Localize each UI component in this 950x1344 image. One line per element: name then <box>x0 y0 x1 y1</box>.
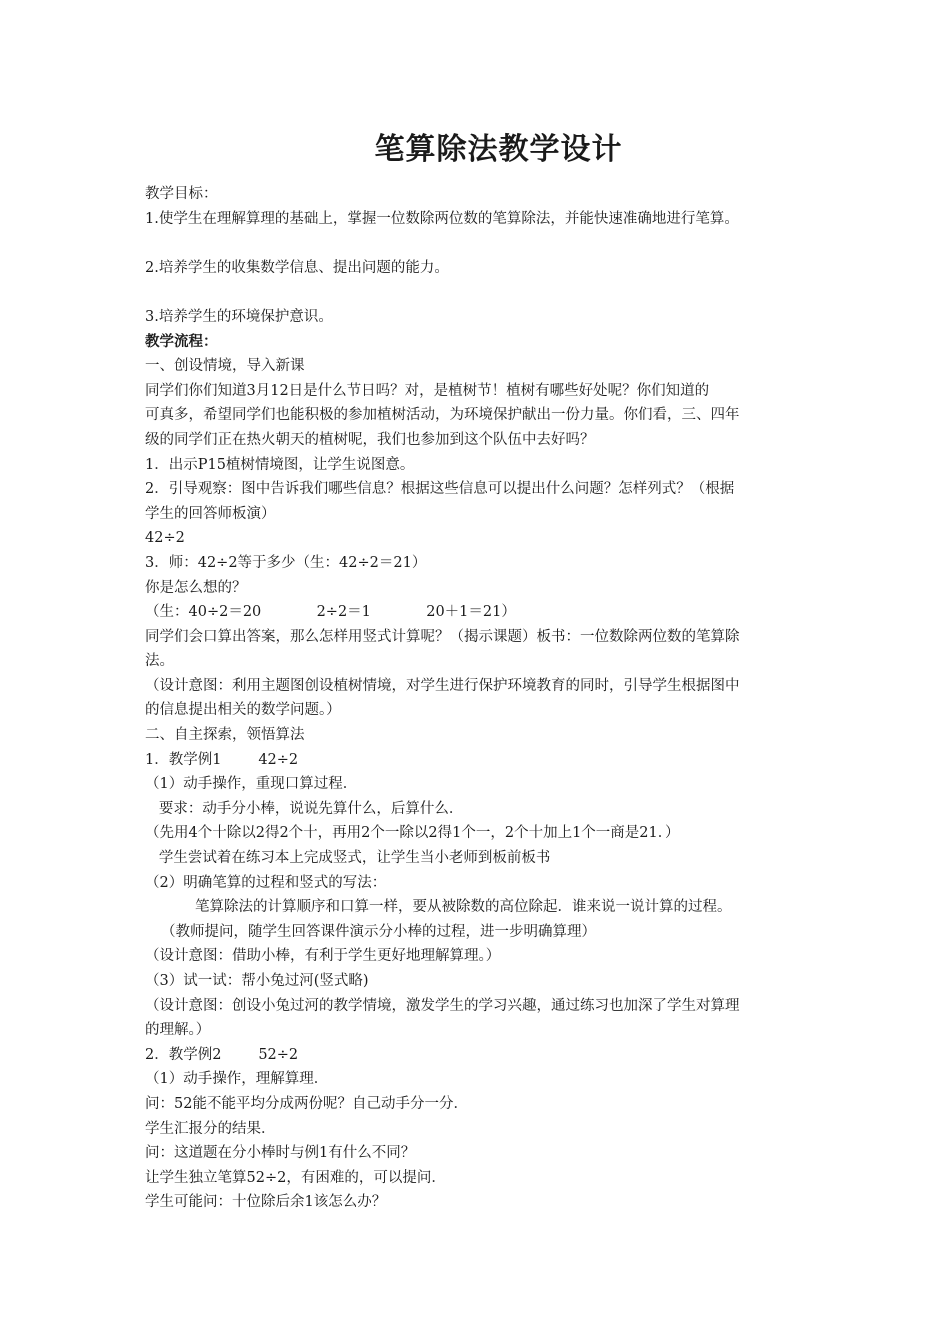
text-line: 可真多，希望同学们也能积极的参加植树活动，为环境保护献出一份力量。你们看，三、四年 <box>145 407 740 424</box>
text-line: 二、自主探索，领悟算法 <box>145 727 305 744</box>
blank-line <box>145 280 810 305</box>
text-line: 2.培养学生的收集数学信息、提出问题的能力。 <box>145 259 449 276</box>
text-line: 42÷2 <box>145 530 185 547</box>
text-line: 1．教学例1 42÷2 <box>145 751 299 768</box>
text-line: （设计意图：利用主题图创设植树情境，对学生进行保护环境教育的同时，引导学生根据图中 <box>145 677 740 694</box>
text-line: （1）动手操作，重现口算过程． <box>145 776 358 793</box>
text-line: 学生可能问：十位除后余1该怎么办？ <box>145 1194 387 1211</box>
text-line: 1.使学生在理解算理的基础上，掌握一位数除两位数的笔算除法，并能快速准确地进行笔算。 <box>145 210 739 227</box>
text-line: 3.培养学生的环境保护意识。 <box>145 308 333 325</box>
text-line: （教师提问，随学生回答课件演示分小棒的过程，进一步明确算理） <box>161 923 596 940</box>
document-body <box>145 182 810 1215</box>
text-line: 2．教学例2 52÷2 <box>145 1046 299 1063</box>
text-line: 1．出示P15植树情境图，让学生说图意。 <box>145 456 415 473</box>
blank-line <box>145 231 810 256</box>
text-line: 级的同学们正在热火朝天的植树呢，我们也参加到这个队伍中去好吗？ <box>145 431 595 448</box>
text-line: 一、创设情境，导入新课 <box>145 358 305 375</box>
text-line: 学生汇报分的结果． <box>145 1120 276 1137</box>
text-line: 你是怎么想的？ <box>145 579 247 596</box>
text-line: 法。 <box>145 653 174 670</box>
text-line: （3）试一试：帮小兔过河(竖式略) <box>145 973 369 989</box>
text-line: 学生的回答师板演） <box>145 505 276 522</box>
text-line: 让学生独立笔算52÷2，有困难的，可以提问． <box>145 1169 446 1186</box>
text-line: 问：这道题在分小棒时与例1有什么不同？ <box>145 1145 416 1162</box>
text-line: （先用4个十除以2得2个十，再用2个一除以2得1个一，2个十加上1个一商是21．） <box>145 825 680 842</box>
text-line: （2）明确笔算的过程和竖式的写法： <box>145 874 387 891</box>
text-line: 同学们你们知道3月12日是什么节日吗？对，是植树节！植树有哪些好处呢？你们知道的 <box>145 382 710 399</box>
document-title: 笔算除法教学设计 <box>374 132 623 167</box>
text-line: 3．师：42÷2等于多少（生：42÷2＝21） <box>145 554 427 571</box>
text-line: 2．引导观察：图中告诉我们哪些信息？根据这些信息可以提出什么问题？怎样列式？（根据 <box>145 481 735 498</box>
text-line: 同学们会口算出答案，那么怎样用竖式计算呢？（揭示课题）板书：一位数除两位数的笔算除 <box>145 628 740 645</box>
text-line: 教学流程： <box>145 332 218 350</box>
text-line: 教学目标： <box>145 186 218 202</box>
text-line: 笔算除法的计算顺序和口算一样，要从被除数的高位除起．谁来说一说计算的过程。 <box>195 899 732 916</box>
text-line: 要求：动手分小棒，说说先算什么，后算什么． <box>145 800 464 817</box>
text-line: 学生尝试着在练习本上完成竖式，让学生当小老师到板前板书 <box>145 850 551 867</box>
text-line: 问：52能不能平均分成两份呢？自己动手分一分． <box>145 1095 468 1112</box>
text-line: （生：40÷2＝20 2÷2＝1 20＋1＝21） <box>145 604 516 621</box>
text-line: （1）动手操作，理解算理． <box>145 1071 329 1088</box>
text-line: （设计意图：借助小棒，有利于学生更好地理解算理。） <box>145 948 501 965</box>
text-line: 的理解。） <box>145 1022 211 1039</box>
text-line: （设计意图：创设小兔过河的教学情境，激发学生的学习兴趣，通过练习也加深了学生对算理 <box>145 997 740 1014</box>
text-line: 的信息提出相关的数学问题。） <box>145 702 341 719</box>
